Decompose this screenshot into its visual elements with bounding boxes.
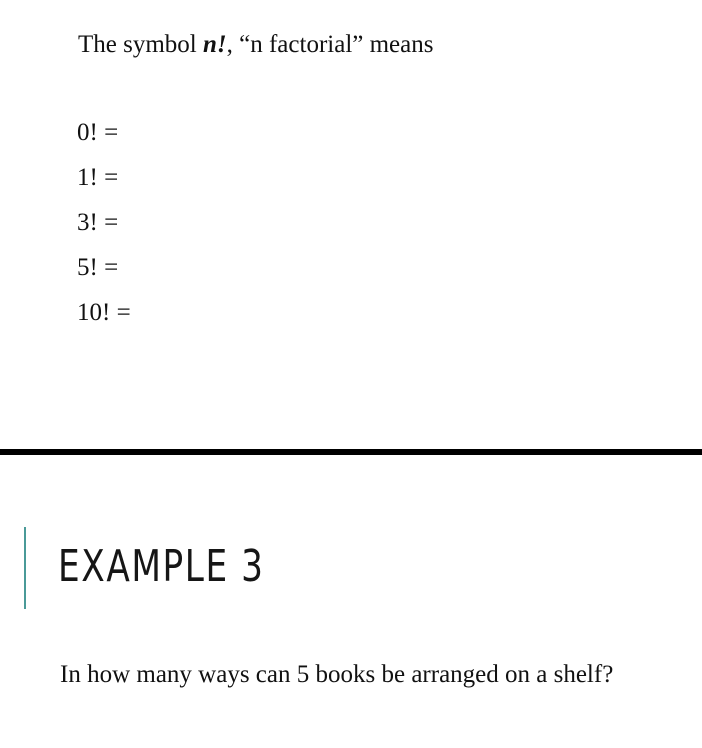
factorial-symbol: n!: [203, 31, 227, 58]
factorial-item: 0! =: [77, 119, 119, 146]
example-question: In how many ways can 5 books be arranged on a shelf?: [60, 661, 614, 688]
slide-example-3: [0, 455, 702, 748]
factorial-item: 1! =: [77, 164, 119, 191]
factorial-list: [77, 118, 131, 343]
title-accent-bar: [24, 527, 26, 609]
intro-text-before: The symbol: [78, 31, 203, 58]
factorial-item: 10! =: [77, 299, 131, 326]
factorial-item: 5! =: [77, 254, 119, 281]
factorial-definition-text: [78, 30, 433, 60]
intro-text-after: , “n factorial” means: [226, 31, 434, 58]
slide-title: EXAMPLE 3: [58, 541, 265, 592]
factorial-item: 3! =: [77, 209, 119, 236]
